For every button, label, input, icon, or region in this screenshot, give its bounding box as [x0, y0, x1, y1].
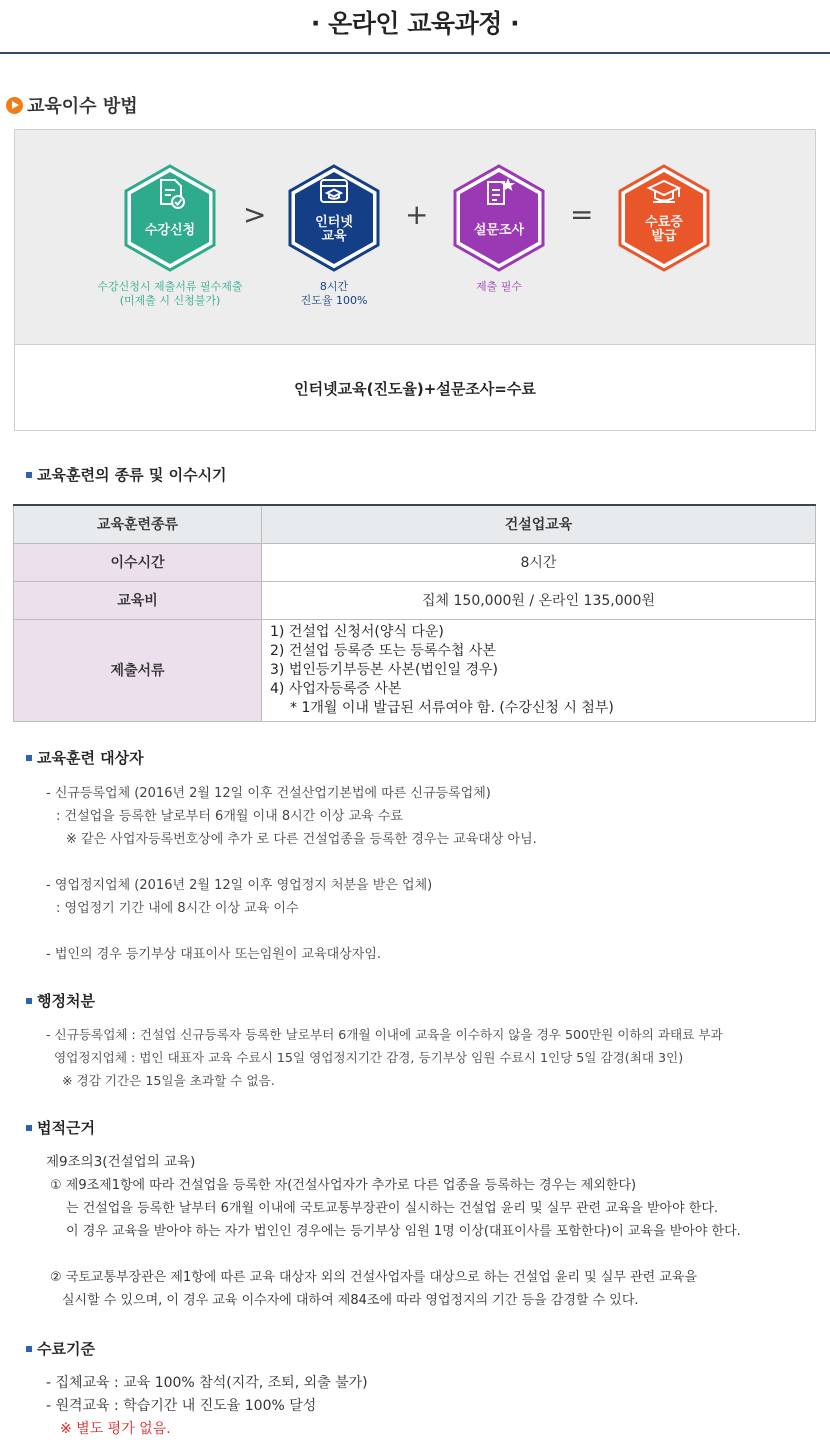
list-item: - 신규등록업체 (2016년 2월 12일 이후 건설산업기본법에 따른 신규등록업체)	[46, 786, 491, 801]
list-item: 이 경우 교육을 받아야 하는 자가 법인인 경우에는 등기부상 임원 1명 이상(대표이사를 포함한다)이 교육을 받아야 한다.	[66, 1224, 741, 1239]
step-survey-note: 제출 필수	[475, 280, 522, 293]
operator-equals: =	[570, 198, 594, 231]
step-survey	[452, 164, 546, 272]
completion-section-body	[46, 1372, 368, 1441]
list-item: ※ 경감 기간은 15일을 초과할 수 없음.	[62, 1073, 275, 1088]
list-item: * 1개월 이내 발급된 서류여야 함. (수강신청 시 첨부)	[290, 699, 614, 716]
step-online-edu	[287, 164, 381, 272]
table-header-cell: 건설업교육	[262, 505, 816, 543]
square-bullet-icon	[26, 472, 32, 478]
list-item: 2) 건설업 등록증 또는 등록수첩 사본	[270, 642, 496, 659]
step-apply	[123, 164, 217, 272]
square-bullet-icon	[26, 755, 32, 761]
list-item: 실시할 수 있으며, 이 경우 교육 이수자에 대하여 제84조에 따라 영업정지의 기간 등을 감경할 수 있다.	[62, 1293, 639, 1308]
list-item: - 집체교육 : 교육 100% 참석(지각, 조퇴, 외출 불가)	[46, 1375, 368, 1391]
table-header-cell: 교육훈련종류	[14, 505, 262, 543]
square-bullet-icon	[26, 998, 32, 1004]
list-item: ② 국토교통부장관은 제1항에 따른 교육 대상자 외의 건설사업자를 대상으로 하는 건설업 윤리 및 실무 관련 교육을	[50, 1270, 698, 1285]
list-item: - 원격교육 : 학습기간 내 진도율 100% 달성	[46, 1398, 317, 1414]
completion-section-title: 수료기준	[26, 1338, 95, 1359]
step-online-edu-label: 인터넷 교육	[315, 215, 353, 244]
square-bullet-icon	[26, 1346, 32, 1352]
table-row	[14, 581, 816, 619]
operator-arrow: >	[243, 198, 267, 231]
table-header-row	[14, 505, 816, 543]
target-section-body	[46, 782, 537, 966]
row-value: 8시간	[262, 543, 816, 581]
page-header	[0, 0, 830, 54]
types-section-title: 교육훈련의 종류 및 이수시기	[26, 464, 227, 485]
table-row	[14, 543, 816, 581]
docs-list	[262, 619, 816, 721]
step-certificate-label: 수료증 발급	[645, 215, 683, 244]
square-bullet-icon	[26, 1125, 32, 1131]
completion-note: ※ 별도 평가 없음.	[60, 1421, 171, 1437]
method-flow-box	[14, 129, 816, 431]
page-title: · 온라인 교육과정 ·	[310, 9, 520, 38]
step-online-edu-note: 8시간 진도율 100%	[300, 280, 368, 307]
list-item: ① 제9조제1항에 따라 건설업을 등록한 자(건설사업자가 추가로 다른 업종을 등록하는 경우는 제외한다)	[50, 1178, 637, 1193]
list-item: 4) 사업자등록증 사본	[270, 680, 402, 697]
list-item: - 신규등록업체 : 건설업 신규등록자 등록한 날로부터 6개월 이내에 교육을 이수하지 않을 경우 500만원 이하의 과태료 부과	[46, 1027, 723, 1042]
penalty-section-title: 행정처분	[26, 990, 95, 1011]
play-bullet-icon	[6, 97, 23, 114]
legal-section-body	[46, 1151, 741, 1312]
method-summary: 인터넷교육(진도율)+설문조사=수료	[294, 379, 536, 398]
list-item: 1) 건설업 신청서(양식 다운)	[270, 623, 444, 640]
list-item: - 법인의 경우 등기부상 대표이사 또는임원이 교육대상자임.	[46, 947, 382, 962]
step-apply-label: 수강신청	[144, 223, 196, 238]
target-section-title: 교육훈련 대상자	[26, 747, 144, 768]
row-label: 교육비	[14, 581, 262, 619]
list-item: : 영업정기 기간 내에 8시간 이상 교육 이수	[56, 901, 299, 916]
method-flow-steps	[15, 130, 815, 345]
list-item: - 영업정지업체 (2016년 2월 12일 이후 영업정지 처분을 받은 업체)	[46, 878, 433, 893]
method-section-title: 교육이수 방법	[6, 92, 138, 118]
training-info-table	[13, 504, 816, 722]
step-certificate	[617, 164, 711, 272]
table-row	[14, 619, 816, 721]
row-label: 제출서류	[14, 619, 262, 721]
step-survey-label: 설문조사	[473, 223, 525, 238]
article-title: 제9조의3(건설업의 교육)	[46, 1154, 196, 1170]
penalty-section-body	[46, 1023, 723, 1092]
list-item: ※ 같은 사업자등록번호상에 추가 로 다른 건설업종을 등록한 경우는 교육대상 아님.	[66, 832, 537, 847]
operator-plus: +	[405, 198, 429, 231]
row-label: 이수시간	[14, 543, 262, 581]
list-item: : 건설업을 등록한 날로부터 6개월 이내 8시간 이상 교육 수료	[56, 809, 403, 824]
list-item: 영업정지업체 : 법인 대표자 교육 수료시 15일 영업정지기간 감경, 등기부상 임원 수료시 1인당 5일 감경(최대 3인)	[54, 1050, 684, 1065]
legal-section-title: 법적근거	[26, 1117, 95, 1138]
list-item: 는 건설업을 등록한 날부터 6개월 이내에 국토교통부장관이 실시하는 건설업 윤리 및 실무 관련 교육을 받아야 한다.	[66, 1201, 719, 1216]
step-apply-note: 수강신청시 제출서류 필수제출 (미제출 시 신청불가)	[97, 280, 243, 307]
row-value: 집체 150,000원 / 온라인 135,000원	[262, 581, 816, 619]
list-item: 3) 법인등기부등본 사본(법인일 경우)	[270, 661, 498, 678]
